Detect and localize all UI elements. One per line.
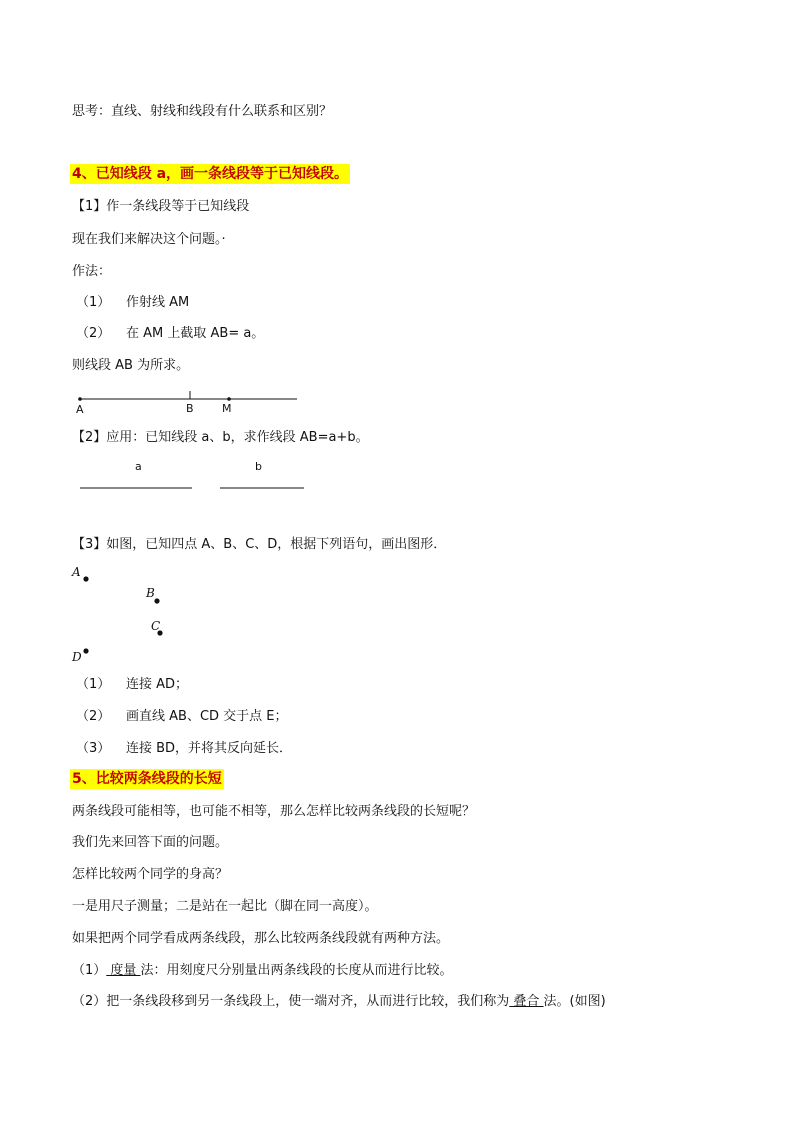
body-line-2: 我们先来回答下面的问题。 (72, 835, 229, 850)
step-text: 在 AM 上截取 AB= a。 (126, 326, 265, 341)
method-2-prefix: （2）把一条线段移到另一条线段上，使一端对齐，从而进行比较，我们称为 (72, 994, 510, 1009)
task-item-3 (76, 740, 292, 758)
method-1-suffix: 法：用刻度尺分别量出两条线段的长度从而进行比较。 (140, 963, 453, 978)
segments-ab-figure (80, 460, 304, 488)
task-1-title: 【1】作一条线段等于已知线段 (72, 199, 250, 214)
task-item-1 (76, 676, 188, 694)
method-2-line (72, 993, 606, 1011)
section-5-heading: 5、比较两条线段的长短 (72, 771, 222, 787)
task-number: （3） (76, 741, 111, 756)
conclusion-text: 则线段 AB 为所求。 (72, 358, 190, 373)
point-b (154, 598, 159, 603)
point-d (83, 648, 88, 653)
label-point-a: A (72, 565, 81, 579)
four-points-figure (71, 565, 163, 664)
point-m (227, 397, 231, 401)
method-1-prefix: （1） (72, 963, 107, 978)
task-text: 画直线 AB、CD 交于点 E； (126, 709, 288, 724)
step-text: 作射线 AM (126, 295, 190, 310)
task-3-title: 【3】如图，已知四点 A、B、C、D，根据下列语句，画出图形． (72, 537, 447, 552)
step-number: （1） (76, 295, 111, 310)
task-text: 连接 BD，并将其反向延长． (126, 741, 293, 756)
body-line-1: 两条线段可能相等，也可能不相等，那么怎样比较两条线段的长短呢？ (72, 804, 476, 819)
label-m: M (222, 402, 232, 415)
method-1-blank: 度量 (106, 963, 141, 978)
method-2-blank: 叠合 (509, 994, 544, 1009)
label-a: A (76, 403, 84, 416)
body-line-5: 如果把两个同学看成两条线段，那么比较两条线段就有两种方法。 (72, 931, 450, 946)
point-a (78, 397, 82, 401)
think-question: 思考：直线、射线和线段有什么联系和区别？ (72, 104, 333, 119)
label-point-c: C (151, 619, 161, 633)
body-line-3: 怎样比较两个同学的身高？ (72, 867, 229, 882)
ray-am-figure (76, 391, 297, 416)
task-number: （1） (76, 677, 111, 692)
label-segment-a: a (135, 460, 142, 473)
intro-text: 现在我们来解决这个问题。· (72, 232, 226, 247)
label-segment-b: b (255, 460, 262, 473)
label-point-d: D (72, 650, 82, 664)
point-a (83, 576, 88, 581)
application-text: 【2】应用：已知线段 a、b，求作线段 AB=a+b。 (72, 430, 369, 445)
task-text: 连接 AD； (126, 677, 189, 692)
task-number: （2） (76, 709, 111, 724)
body-line-4: 一是用尺子测量；二是站在一起比（脚在同一高度）。 (72, 899, 378, 914)
method-1-line (72, 962, 453, 980)
method-2-suffix: 法。(如图) (543, 994, 606, 1009)
label-b: B (186, 402, 194, 415)
section-4-heading: 4、已知线段 a，画一条线段等于已知线段。 (72, 166, 349, 182)
step-number: （2） (76, 326, 111, 341)
task-item-2 (76, 708, 288, 726)
label-point-b: B (146, 586, 155, 600)
method-label: 作法： (72, 264, 112, 279)
